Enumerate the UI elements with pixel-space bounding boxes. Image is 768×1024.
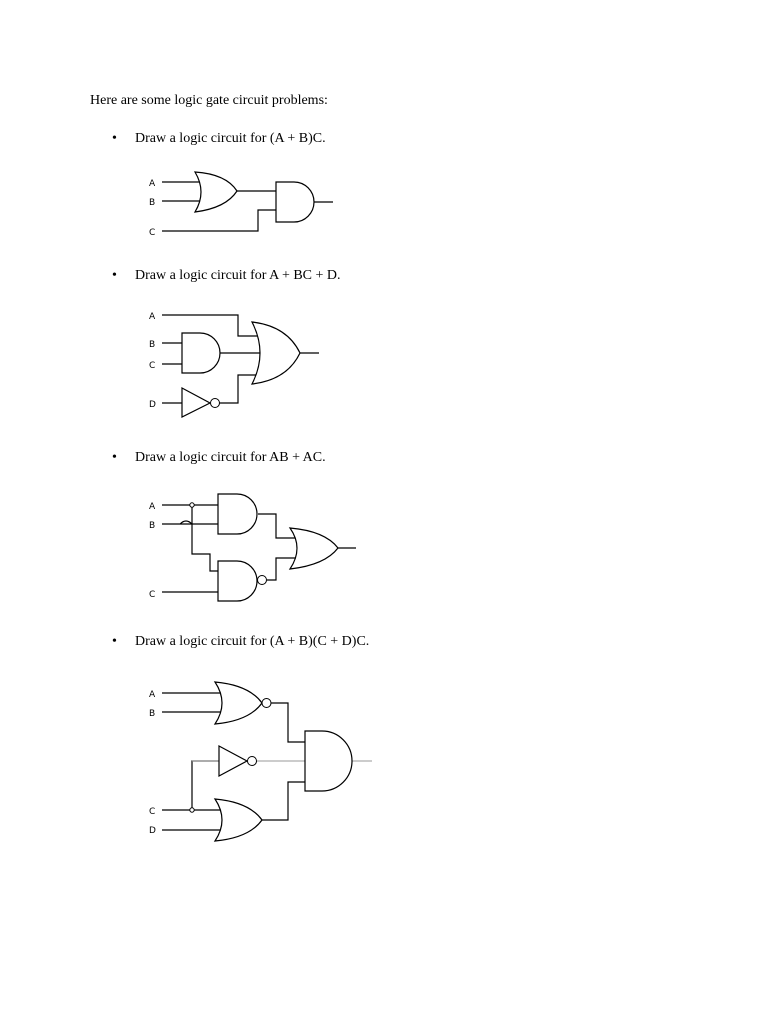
input-label-b: B [149, 340, 156, 350]
and-gate [276, 182, 314, 222]
inverter-bubble [248, 757, 257, 766]
nor-gate [215, 682, 262, 724]
problem-2-text: Draw a logic circuit for A + BC + D. [135, 268, 341, 283]
or-gate [215, 799, 262, 841]
circuit-diagram-1 [0, 160, 400, 250]
problem-3 [112, 450, 326, 466]
bullet: • [112, 634, 117, 649]
not-gate [182, 388, 210, 417]
input-label-b: B [149, 521, 156, 531]
input-label-c: C [149, 361, 156, 371]
not-gate [219, 746, 247, 776]
input-label-a: A [149, 502, 156, 512]
input-label-b: B [149, 709, 156, 719]
input-label-c: C [149, 228, 156, 238]
junction-dot [190, 808, 194, 812]
input-label-a: A [149, 179, 156, 189]
circuit-diagram-3 [0, 485, 400, 615]
bullet: • [112, 131, 117, 146]
and-gate [305, 731, 352, 791]
input-label-a: A [149, 690, 156, 700]
inverter-bubble [262, 699, 271, 708]
intro-text: Here are some logic gate circuit problems: [90, 93, 328, 108]
junction-dot [190, 503, 194, 507]
or-gate [290, 528, 338, 569]
input-label-b: B [149, 198, 156, 208]
circuit-diagram-2 [0, 300, 400, 430]
input-label-c: C [149, 807, 156, 817]
bullet: • [112, 268, 117, 283]
nand-gate [218, 561, 257, 601]
input-label-d: D [149, 400, 156, 410]
and-gate [182, 333, 220, 373]
input-label-c: C [149, 590, 156, 600]
bullet: • [112, 450, 117, 465]
problem-1 [112, 131, 326, 147]
problem-2 [112, 268, 341, 284]
inverter-bubble [258, 576, 267, 585]
inverter-bubble [211, 399, 220, 408]
or-gate [195, 172, 237, 212]
circuit-diagram-4 [0, 672, 400, 852]
input-label-a: A [149, 312, 156, 322]
problem-4 [112, 634, 369, 650]
problem-1-text: Draw a logic circuit for (A + B)C. [135, 131, 326, 146]
problem-4-text: Draw a logic circuit for (A + B)(C + D)C. [135, 634, 370, 649]
problem-3-text: Draw a logic circuit for AB + AC. [135, 450, 326, 465]
and-gate [218, 494, 257, 534]
input-label-d: D [149, 826, 156, 836]
